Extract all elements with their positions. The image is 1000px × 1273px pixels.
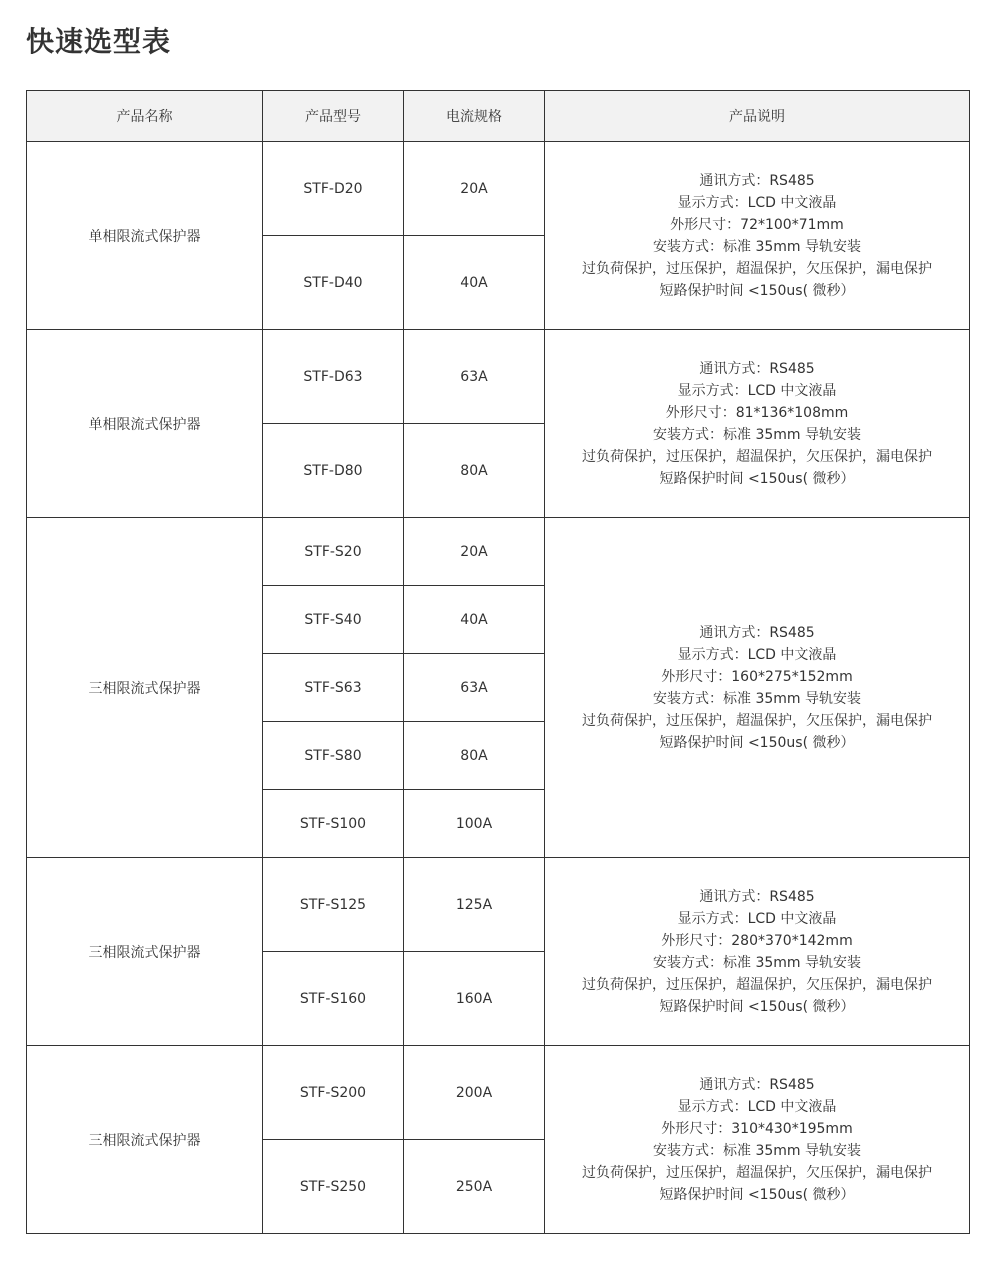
- description-line: 短路保护时间 <150us( 微秒）: [659, 282, 855, 299]
- product-model-cell: STF-S63: [263, 654, 404, 722]
- header-product-description: 产品说明: [545, 91, 970, 142]
- table-row: [27, 1046, 970, 1140]
- description-line: 过负荷保护，过压保护，超温保护，欠压保护，漏电保护: [582, 976, 932, 993]
- current-spec-cell: 125A: [404, 858, 545, 952]
- current-spec-cell: 160A: [404, 952, 545, 1046]
- description-line: 外形尺寸：81*136*108mm: [665, 404, 849, 421]
- product-name-cell: 三相限流式保护器: [27, 1046, 263, 1234]
- current-spec-cell: 80A: [404, 424, 545, 518]
- current-spec-cell: 80A: [404, 722, 545, 790]
- product-name-cell: 三相限流式保护器: [27, 858, 263, 1046]
- description-line: 短路保护时间 <150us( 微秒）: [659, 998, 855, 1015]
- table-row: [27, 330, 970, 424]
- description-line: 通讯方式：RS485: [699, 888, 815, 905]
- description-line: 短路保护时间 <150us( 微秒）: [659, 1186, 855, 1203]
- description-line: 短路保护时间 <150us( 微秒）: [659, 734, 855, 751]
- product-model-cell: STF-S200: [263, 1046, 404, 1140]
- product-model-cell: STF-S100: [263, 790, 404, 858]
- description-line: 安装方式：标准 35mm 导轨安装: [653, 690, 861, 707]
- description-line: 通讯方式：RS485: [699, 624, 815, 641]
- description-line: 安装方式：标准 35mm 导轨安装: [653, 1142, 861, 1159]
- product-model-cell: STF-D40: [263, 236, 404, 330]
- current-spec-cell: 20A: [404, 142, 545, 236]
- product-model-cell: STF-S250: [263, 1140, 404, 1234]
- product-model-cell: STF-D20: [263, 142, 404, 236]
- current-spec-cell: 100A: [404, 790, 545, 858]
- description-line: 通讯方式：RS485: [699, 1076, 815, 1093]
- description-line: 显示方式：LCD 中文液晶: [677, 194, 837, 211]
- description-line: 短路保护时间 <150us( 微秒）: [659, 470, 855, 487]
- description-line: 过负荷保护，过压保护，超温保护，欠压保护，漏电保护: [582, 448, 932, 465]
- description-line: 外形尺寸：280*370*142mm: [661, 932, 853, 949]
- description-line: 显示方式：LCD 中文液晶: [677, 382, 837, 399]
- description-line: 显示方式：LCD 中文液晶: [677, 1098, 837, 1115]
- description-line: 外形尺寸：310*430*195mm: [661, 1120, 853, 1137]
- product-description-cell: [545, 330, 970, 518]
- current-spec-cell: 250A: [404, 1140, 545, 1234]
- table-row: [27, 858, 970, 952]
- current-spec-cell: 40A: [404, 236, 545, 330]
- current-spec-cell: 40A: [404, 586, 545, 654]
- description-line: 通讯方式：RS485: [699, 172, 815, 189]
- table-body: [27, 142, 970, 1234]
- product-description-cell: [545, 518, 970, 858]
- description-line: 安装方式：标准 35mm 导轨安装: [653, 238, 861, 255]
- description-line: 外形尺寸：160*275*152mm: [661, 668, 853, 685]
- product-name-cell: 三相限流式保护器: [27, 518, 263, 858]
- description-line: 显示方式：LCD 中文液晶: [677, 646, 837, 663]
- description-line: 显示方式：LCD 中文液晶: [677, 910, 837, 927]
- product-model-cell: STF-S80: [263, 722, 404, 790]
- header-current-spec: 电流规格: [404, 91, 545, 142]
- product-description-cell: [545, 142, 970, 330]
- page-title: 快速选型表: [26, 25, 172, 58]
- product-model-cell: STF-S40: [263, 586, 404, 654]
- product-description-cell: [545, 858, 970, 1046]
- product-model-cell: STF-S160: [263, 952, 404, 1046]
- current-spec-cell: 20A: [404, 518, 545, 586]
- table-header-row: [27, 91, 970, 142]
- product-model-cell: STF-D80: [263, 424, 404, 518]
- current-spec-cell: 63A: [404, 654, 545, 722]
- table-row: [27, 142, 970, 236]
- product-name-cell: 单相限流式保护器: [27, 330, 263, 518]
- description-line: 过负荷保护，过压保护，超温保护，欠压保护，漏电保护: [582, 260, 932, 277]
- description-line: 外形尺寸：72*100*71mm: [670, 216, 844, 233]
- description-line: 通讯方式：RS485: [699, 360, 815, 377]
- header-product-model: 产品型号: [263, 91, 404, 142]
- current-spec-cell: 200A: [404, 1046, 545, 1140]
- header-product-name: 产品名称: [27, 91, 263, 142]
- description-line: 安装方式：标准 35mm 导轨安装: [653, 954, 861, 971]
- product-name-cell: 单相限流式保护器: [27, 142, 263, 330]
- selection-table: [26, 90, 970, 1234]
- product-model-cell: STF-S125: [263, 858, 404, 952]
- product-description-cell: [545, 1046, 970, 1234]
- description-line: 安装方式：标准 35mm 导轨安装: [653, 426, 861, 443]
- table-row: [27, 518, 970, 586]
- current-spec-cell: 63A: [404, 330, 545, 424]
- description-line: 过负荷保护，过压保护，超温保护，欠压保护，漏电保护: [582, 712, 932, 729]
- description-line: 过负荷保护，过压保护，超温保护，欠压保护，漏电保护: [582, 1164, 932, 1181]
- product-model-cell: STF-D63: [263, 330, 404, 424]
- product-model-cell: STF-S20: [263, 518, 404, 586]
